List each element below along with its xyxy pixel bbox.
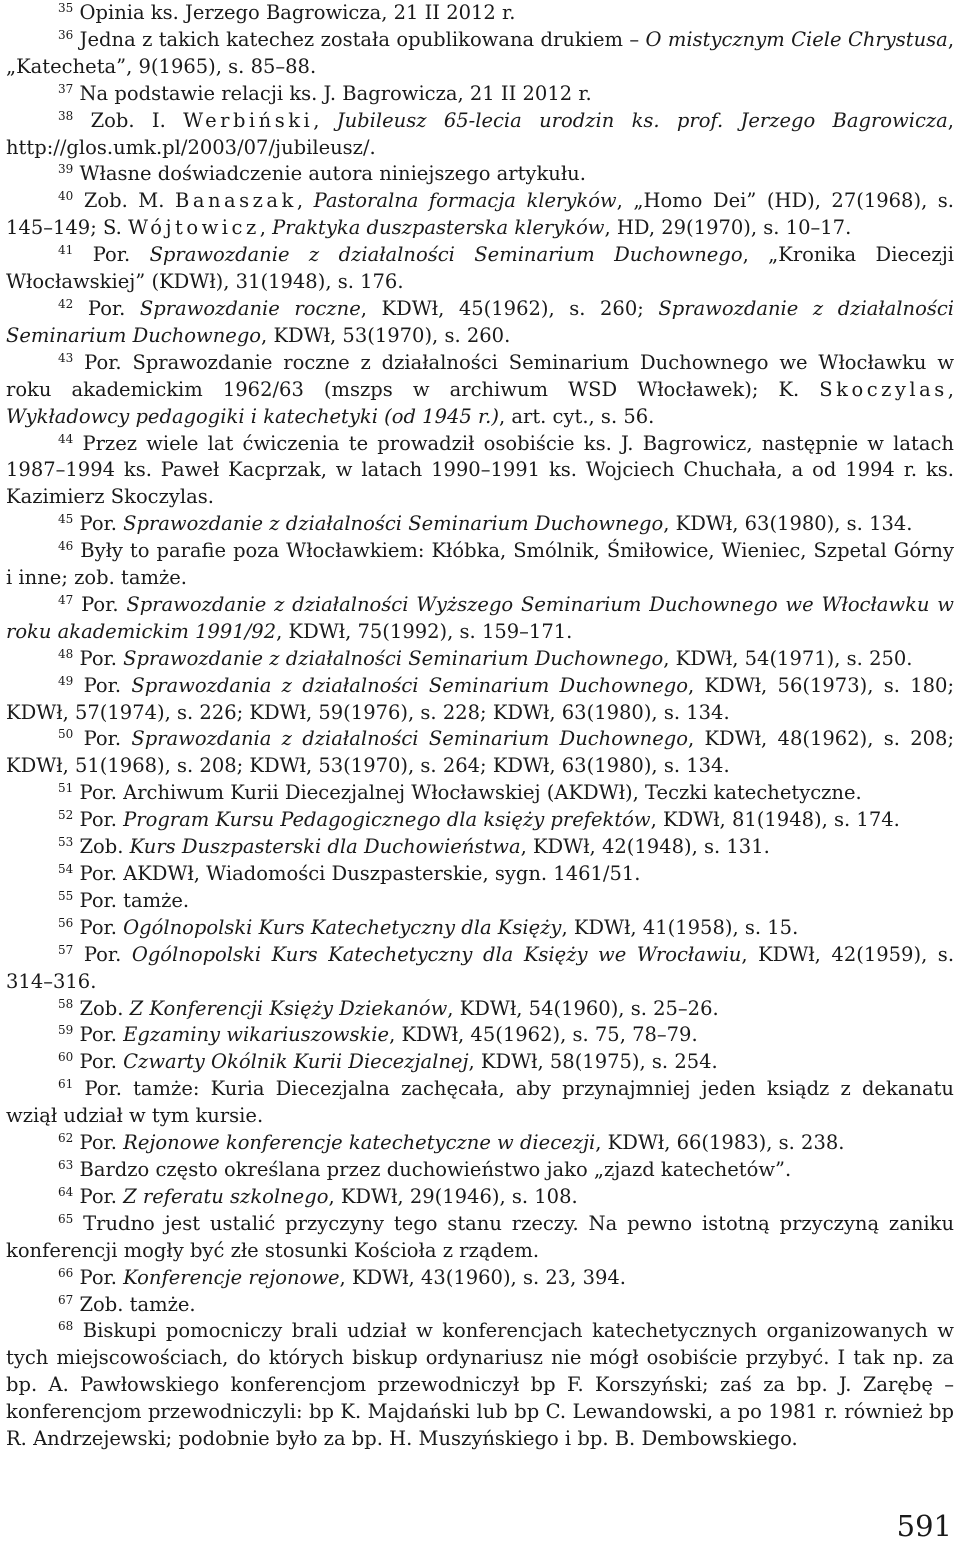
footnote-number: 51 bbox=[58, 781, 74, 796]
footnote-text: Por. bbox=[79, 646, 124, 670]
footnote-text: , bbox=[259, 216, 273, 240]
footnote-text: , „Homo Dei” (HD), 27(1968), s. 145–149; S. bbox=[6, 189, 954, 240]
footnote-60 bbox=[6, 1049, 954, 1076]
footnote-number: 67 bbox=[58, 1292, 74, 1307]
footnote-number: 47 bbox=[58, 592, 74, 607]
footnote-text: , HD, 29(1970), s. 10–17. bbox=[604, 216, 852, 240]
footnote-title-italic: Z referatu szkolnego bbox=[123, 1184, 329, 1208]
footnote-43 bbox=[6, 350, 954, 431]
footnote-title-italic: Kurs Duszpasterski dla Duchowieństwa bbox=[129, 835, 521, 859]
footnote-54 bbox=[6, 861, 954, 888]
footnote-text: Por. bbox=[83, 727, 132, 751]
footnote-text: Własne doświadczenie autora niniejszego artykułu. bbox=[79, 162, 586, 186]
footnote-text: Jedna z takich katechez została opublikowana drukiem – bbox=[79, 27, 646, 51]
footnote-text: , bbox=[947, 377, 954, 401]
footnote-number: 63 bbox=[58, 1157, 74, 1172]
footnote-number: 65 bbox=[58, 1211, 74, 1226]
footnote-text: Zob. bbox=[79, 835, 130, 859]
footnote-number: 62 bbox=[58, 1131, 74, 1146]
footnote-56 bbox=[6, 915, 954, 942]
footnote-37 bbox=[6, 81, 954, 108]
footnote-title-italic: Z Konferencji Księży Dziekanów bbox=[129, 996, 448, 1020]
footnote-text: Por. bbox=[79, 1023, 124, 1047]
footnote-number: 48 bbox=[58, 646, 74, 661]
footnote-number: 66 bbox=[58, 1265, 74, 1280]
footnote-text: , KDWł, 66(1983), s. 238. bbox=[595, 1131, 845, 1155]
footnote-text: Zob. I. bbox=[90, 108, 184, 132]
footnote-title-italic: Sprawozdania z działalności Seminarium Duchownego bbox=[131, 673, 688, 697]
footnote-text: Por. bbox=[83, 942, 132, 966]
footnote-title-italic: Praktyka duszpasterska kleryków bbox=[272, 216, 605, 240]
footnote-57 bbox=[6, 942, 954, 996]
footnote-text: , KDWł, 41(1958), s. 15. bbox=[561, 915, 799, 939]
footnote-text: Trudno jest ustalić przyczyny tego stanu rzeczy. Na pewno istotną przyczyną zaniku konferencji mogły być złe stosunki Kościoła z rządem. bbox=[6, 1211, 954, 1262]
footnote-55 bbox=[6, 888, 954, 915]
footnote-text: , KDWł, 42(1959), s. 314–316. bbox=[6, 942, 955, 993]
footnote-text: Por. bbox=[79, 915, 124, 939]
page-number: 591 bbox=[896, 1509, 952, 1543]
footnote-title-italic: Konferencje rejonowe bbox=[123, 1265, 340, 1289]
footnote-number: 57 bbox=[58, 942, 74, 957]
footnote-title-italic: Program Kursu Pedagogicznego dla księży prefektów bbox=[123, 808, 651, 832]
footnote-text: Por. tamże: Kuria Diecezjalna zachęcała, aby przynajmniej jeden ksiądz z dekanatu wziął udział w tym kursie. bbox=[6, 1077, 954, 1128]
footnote-67 bbox=[6, 1292, 954, 1319]
footnote-number: 45 bbox=[58, 512, 74, 527]
footnote-text: Por. bbox=[92, 243, 150, 267]
footnote-text: , KDWł, 45(1962), s. 75, 78–79. bbox=[389, 1023, 698, 1047]
footnote-text: Przez wiele lat ćwiczenia te prowadził osobiście ks. J. Bagrowicz, następnie w latach 1987–1994 ks. Paweł Kacprzak, w latach 1990–1991 ks. Wojciech Chuchała, a od 1994 r. ks. Kazimierz Skoczylas. bbox=[6, 431, 954, 509]
footnote-text: , bbox=[296, 189, 314, 213]
footnote-text: Na podstawie relacji ks. J. Bagrowicza, 21 II 2012 r. bbox=[79, 81, 592, 105]
footnote-41 bbox=[6, 242, 954, 296]
author-name-spaced: Wójtowicz bbox=[128, 216, 260, 240]
footnote-62 bbox=[6, 1130, 954, 1157]
footnote-40 bbox=[6, 188, 954, 242]
footnote-title-italic: Ogólnopolski Kurs Katechetyczny dla Księży bbox=[123, 915, 562, 939]
footnote-number: 42 bbox=[58, 296, 74, 311]
footnote-68 bbox=[6, 1318, 954, 1453]
footnote-number: 40 bbox=[58, 189, 74, 204]
footnote-text: Por. AKDWł, Wiadomości Duszpasterskie, sygn. 1461/51. bbox=[79, 862, 641, 885]
footnote-text: , KDWł, 48(1962), s. 208; KDWł, 51(1968), s. 208; KDWł, 53(1970), s. 264; KDWł, 63(1980), s. 134. bbox=[6, 727, 955, 778]
footnote-text: Bardzo często określana przez duchowieństwo jako „zjazd katechetów”. bbox=[79, 1157, 792, 1181]
footnote-61 bbox=[6, 1076, 954, 1130]
footnote-text: , KDWł, 58(1975), s. 254. bbox=[468, 1050, 718, 1074]
footnote-52 bbox=[6, 807, 954, 834]
footnote-text: , KDWł, 56(1973), s. 180; KDWł, 57(1974), s. 226; KDWł, 59(1976), s. 228; KDWł, 63(1980), s. 134. bbox=[6, 673, 955, 724]
footnote-65 bbox=[6, 1211, 954, 1265]
footnote-text: , KDWł, 63(1980), s. 134. bbox=[663, 512, 913, 536]
footnote-title-italic: Sprawozdanie roczne bbox=[139, 296, 361, 320]
footnote-title-italic: Sprawozdania z działalności Seminarium Duchownego bbox=[131, 727, 688, 751]
footnote-number: 43 bbox=[58, 350, 74, 365]
footnote-38 bbox=[6, 108, 954, 162]
footnote-title-italic: Pastoralna formacja kleryków bbox=[313, 189, 617, 213]
footnote-58 bbox=[6, 996, 954, 1023]
footnote-text: Były to parafie poza Włocławkiem: Kłóbka, Smólnik, Śmiłowice, Wieniec, Szpetal Górny i inne; zob. tamże. bbox=[6, 539, 954, 590]
footnote-text: Por. bbox=[79, 808, 124, 832]
footnote-number: 49 bbox=[58, 673, 74, 688]
footnote-35 bbox=[6, 0, 954, 27]
footnote-text: , „Katecheta”, 9(1965), s. 85–88. bbox=[6, 27, 955, 78]
footnote-title-italic: Rejonowe konferencje katechetyczne w diecezji bbox=[123, 1131, 596, 1155]
author-name-spaced: Banaszak bbox=[175, 189, 297, 213]
footnote-text: Zob. bbox=[79, 996, 130, 1020]
footnote-number: 44 bbox=[58, 431, 74, 446]
footnote-title-italic: Sprawozdanie z działalności Wyższego Seminarium Duchownego we Włocławku w roku akademickim 1991/92 bbox=[6, 592, 954, 643]
footnote-44 bbox=[6, 431, 954, 512]
footnote-66 bbox=[6, 1265, 954, 1292]
footnote-text: Por. bbox=[87, 296, 140, 320]
footnote-text: Zob. M. bbox=[83, 189, 175, 213]
footnote-number: 37 bbox=[58, 81, 74, 96]
footnote-number: 41 bbox=[58, 243, 74, 258]
footnote-47 bbox=[6, 592, 954, 646]
footnote-text: Por. tamże. bbox=[79, 888, 190, 912]
footnote-49 bbox=[6, 673, 954, 727]
footnote-number: 39 bbox=[58, 162, 74, 177]
footnote-text: , KDWł, 54(1960), s. 25–26. bbox=[447, 996, 719, 1020]
footnote-number: 55 bbox=[58, 888, 74, 903]
footnote-59 bbox=[6, 1022, 954, 1049]
footnote-number: 56 bbox=[58, 915, 74, 930]
footnote-number: 68 bbox=[58, 1319, 74, 1334]
footnote-text: Opinia ks. Jerzego Bagrowicza, 21 II 2012 r. bbox=[79, 1, 516, 24]
footnote-text: , KDWł, 45(1962), s. 260; bbox=[360, 296, 659, 320]
footnote-53 bbox=[6, 834, 954, 861]
footnote-text: Zob. tamże. bbox=[79, 1292, 196, 1316]
footnote-number: 38 bbox=[58, 108, 74, 123]
footnote-number: 46 bbox=[58, 539, 74, 554]
footnote-text: Por. bbox=[79, 1184, 124, 1208]
footnote-text: , KDWł, 42(1948), s. 131. bbox=[520, 835, 770, 859]
footnote-51 bbox=[6, 780, 954, 807]
footnote-64 bbox=[6, 1184, 954, 1211]
footnote-text: , KDWł, 81(1948), s. 174. bbox=[650, 808, 900, 832]
footnote-text: , art. cyt., s. 56. bbox=[498, 404, 655, 428]
footnote-text: , „Kronika Diecezji Włocławskiej” (KDWł), 31(1948), s. 176. bbox=[6, 243, 954, 294]
footnote-text: Por. bbox=[83, 673, 132, 697]
footnote-text: , bbox=[313, 108, 337, 132]
footnote-number: 59 bbox=[58, 1023, 74, 1038]
footnote-title-italic: O mistycznym Ciele Chrystusa bbox=[645, 27, 948, 51]
footnote-number: 54 bbox=[58, 862, 74, 876]
footnote-text: , KDWł, 54(1971), s. 250. bbox=[663, 646, 913, 670]
footnote-45 bbox=[6, 511, 954, 538]
footnote-48 bbox=[6, 646, 954, 673]
author-name-spaced: Werbiński bbox=[183, 108, 314, 132]
footnote-50 bbox=[6, 726, 954, 780]
footnote-text: , KDWł, 75(1992), s. 159–171. bbox=[276, 619, 573, 643]
footnote-text: Biskupi pomocniczy brali udział w konferencjach katechetycznych organizowanych w tych miejscowościach, do których biskup ordynariusz nie mógł osobiście przybyć. I tak np. za bp. A. Pawłowskiego konferencjom przewodniczył bp F. Korszyński; zaś za bp. J. Zarębę – konferencjom przewodniczyli: bp K. Majdański lub bp C. Lewandowski, a po 1981 r. również bp R. Andrzejewski; podobnie było za bp. H. Muszyńskiego i bp. B. Dembowskiego. bbox=[6, 1319, 954, 1451]
author-name-spaced: Skoczylas bbox=[819, 377, 948, 401]
footnote-36 bbox=[6, 27, 954, 81]
footnote-number: 35 bbox=[58, 1, 74, 15]
footnote-text: Por. bbox=[79, 1265, 124, 1289]
footnote-title-italic: Wykładowcy pedagogiki i katechetyki (od 1945 r.) bbox=[6, 404, 499, 428]
footnotes-list bbox=[6, 0, 954, 1453]
footnote-number: 61 bbox=[58, 1077, 74, 1092]
footnote-text: , KDWł, 29(1946), s. 108. bbox=[328, 1184, 578, 1208]
footnote-title-italic: Jubileusz 65-lecia urodzin ks. prof. Jerzego Bagrowicza bbox=[336, 108, 948, 132]
footnote-text: Por. bbox=[79, 512, 124, 536]
footnote-text: , http://glos.umk.pl/2003/07/jubileusz/. bbox=[6, 108, 954, 159]
footnote-number: 64 bbox=[58, 1184, 74, 1199]
footnote-title-italic: Sprawozdanie z działalności Seminarium Duchownego bbox=[123, 646, 664, 670]
footnote-42 bbox=[6, 296, 954, 350]
footnote-title-italic: Sprawozdanie z działalności Seminarium Duchownego bbox=[6, 296, 954, 347]
footnote-number: 52 bbox=[58, 808, 74, 823]
footnote-number: 53 bbox=[58, 835, 74, 850]
footnote-title-italic: Egzaminy wikariuszowskie bbox=[123, 1023, 390, 1047]
footnote-text: Por. Archiwum Kurii Diecezjalnej Włocławskiej (AKDWł), Teczki katechetyczne. bbox=[79, 781, 862, 805]
footnote-title-italic: Sprawozdanie z działalności Seminarium Duchownego bbox=[123, 512, 664, 536]
footnote-number: 50 bbox=[58, 727, 74, 742]
footnote-39 bbox=[6, 161, 954, 188]
footnote-63 bbox=[6, 1157, 954, 1184]
footnote-title-italic: Czwarty Okólnik Kurii Diecezjalnej bbox=[123, 1050, 469, 1074]
footnote-text: Por. bbox=[79, 1131, 124, 1155]
footnote-title-italic: Ogólnopolski Kurs Katechetyczny dla Księży we Wrocławiu bbox=[131, 942, 742, 966]
footnote-number: 36 bbox=[58, 27, 74, 42]
footnote-text: , KDWł, 53(1970), s. 260. bbox=[261, 323, 511, 347]
footnote-number: 60 bbox=[58, 1050, 74, 1065]
footnote-text: Por. Sprawozdanie roczne z działalności Seminarium Duchownego we Włocławku w roku akademickim 1962/63 (mszps w archiwum WSD Włocławek); K. bbox=[6, 350, 955, 401]
footnote-title-italic: Sprawozdanie z działalności Seminarium Duchownego bbox=[149, 243, 743, 267]
footnote-text: Por. bbox=[81, 592, 127, 616]
footnote-text: Por. bbox=[79, 1050, 124, 1074]
footnote-46 bbox=[6, 538, 954, 592]
footnote-text: , KDWł, 43(1960), s. 23, 394. bbox=[339, 1265, 626, 1289]
footnote-number: 58 bbox=[58, 996, 74, 1011]
